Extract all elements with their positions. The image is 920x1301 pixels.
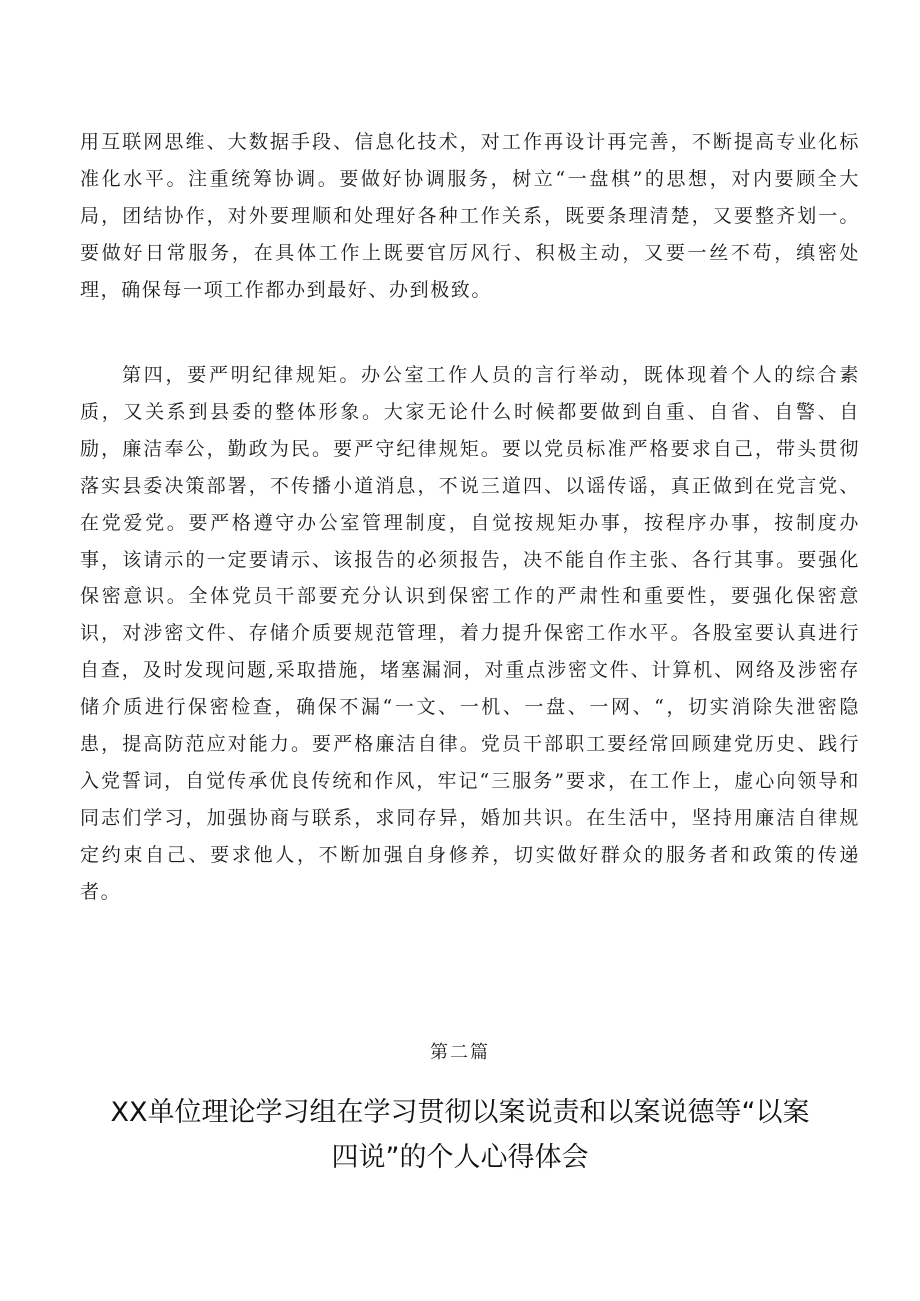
body-paragraph: 用互联网思维、大数据手段、信息化技术，对工作再设计再完善，不断提高专业化标准化水平。注重统筹协调。要做好协调服务，树立“一盘棋”的思想，对内要顾全大局，团结协作，对外要理顺和处理好各种工作关系，既要条理清楚，又要整齐划一。要做好日常服务，在具体工作上既要官厉风行、积极主动，又要一丝不苟，缜密处理，确保每一项工作都办到最好、办到极致。 bbox=[80, 131, 860, 301]
article-title: XX单位理论学习组在学习贯彻以案说责和以案说德等“以案四说”的个人心得体会 bbox=[110, 1097, 810, 1173]
body-paragraph: 第四，要严明纪律规矩。办公室工作人员的言行举动，既体现着个人的综合素质，又关系到县委的整体形象。大家无论什么时候都要做到自重、自省、自警、自励，廉洁奉公，勤政为民。要严守纪律规矩。要以党员标准严格要求自己，带头贯彻落实县委决策部署，不传播小道消息，不说三道四、以谣传谣，真正做到在党言党、在党爱党。要严格遵守办公室管理制度，自觉按规矩办事，按程序办事，按制度办事，该请示的一定要请示、该报告的必须报告，决不能自作主张、各行其事。要强化保密意识。全体党员干部要充分认识到保密工作的严肃性和重要性，要强化保密意识，对涉密文件、存储介质要规范管理，着力提升保密工作水平。各股室要认真进行自查，及时发现问题,采取措施，堵塞漏洞，对重点涉密文件、计算机、网络及涉密存储介质进行保密检查，确保不漏“一文、一机、一盘、一网、“，切实消除失泄密隐患，提高防范应对能力。要严格廉洁自律。党员干部职工要经常回顾建党历史、践行入党誓词，自觉传承优良传统和作风，牢记“三服务”要求，在工作上，虚心向领导和同志们学习，加强协商与联系，求同存异，婚加共识。在生活中，坚持用廉洁自律规定约束自己、要求他人，不断加强自身修养，切实做好群众的服务者和政策的传递者。 bbox=[80, 364, 860, 903]
section-label: 第二篇 bbox=[430, 1042, 490, 1063]
